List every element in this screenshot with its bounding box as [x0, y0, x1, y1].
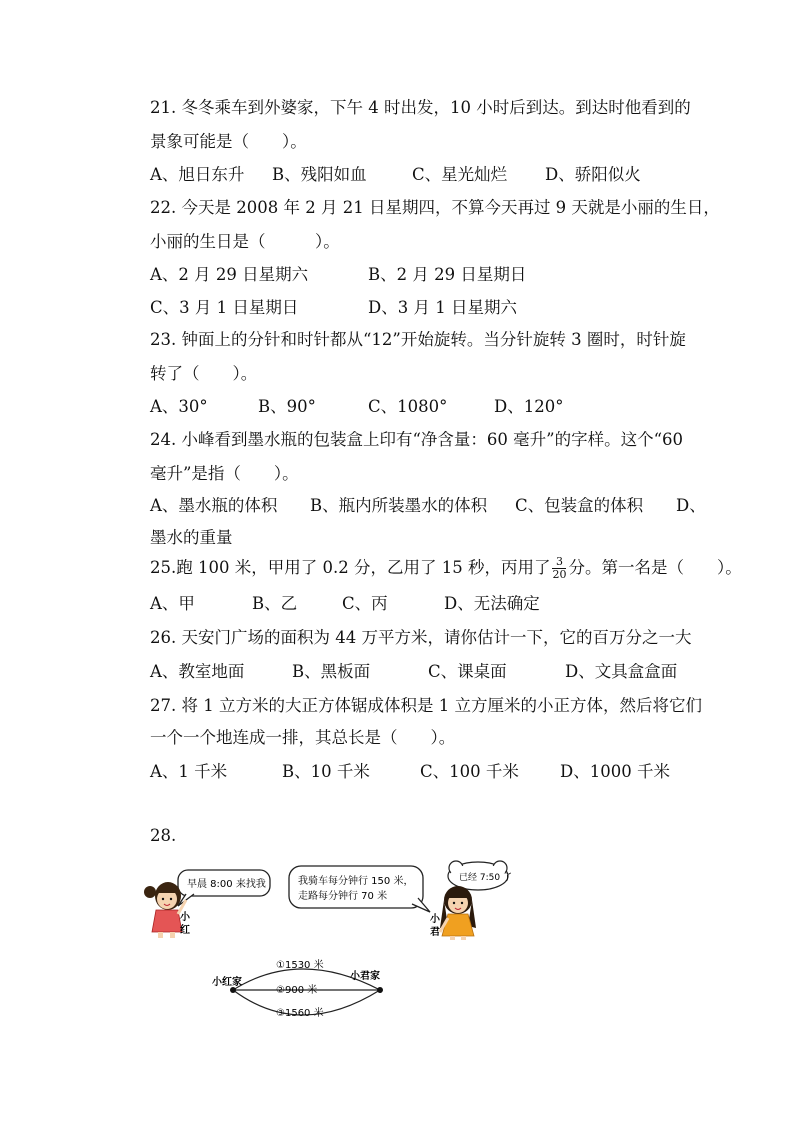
thought-text: 已经 7:50 了: [459, 873, 512, 883]
route-map: [212, 958, 383, 1019]
q26-option-b: B、黑板面: [292, 662, 371, 681]
q27-line1: 27. 将 1 立方米的大正方体锯成体积是 1 立方厘米的小正方体，然后将它们: [150, 696, 702, 715]
q23-option-a: A、30°: [150, 397, 208, 416]
name-hong-1: 小: [180, 912, 190, 923]
q28-number: 28.: [150, 826, 177, 845]
name-jun-1: 小: [430, 914, 440, 925]
route-3-label: ③1560 米: [276, 1008, 324, 1019]
q27-option-a: A、1 千米: [150, 762, 228, 781]
name-jun-2: 君: [430, 927, 440, 938]
q22-option-b: B、2 月 29 日星期日: [368, 265, 527, 284]
q21-line2: 景象可能是（ ）。: [150, 132, 307, 151]
bubble-jun-line1: 我骑车每分钟行 150 米，: [298, 876, 414, 887]
girl-jun-illustration: [440, 886, 476, 940]
q21-option-d: D、骄阳似火: [545, 165, 641, 184]
q25-option-c: C、丙: [342, 594, 388, 613]
q25-option-d: D、无法确定: [444, 594, 540, 613]
home-jun-dot: [377, 987, 383, 993]
q24-option-b: B、瓶内所装墨水的体积: [310, 496, 488, 515]
q24-option-d-cont: 墨水的重量: [150, 528, 233, 547]
q21-option-a: A、旭日东升: [150, 165, 245, 184]
q23-option-b: B、90°: [258, 397, 316, 416]
q22-option-a: A、2 月 29 日星期六: [150, 265, 309, 284]
q24-option-a: A、墨水瓶的体积: [150, 496, 278, 515]
q27-option-c: C、100 千米: [420, 762, 519, 781]
q26-option-d: D、文具盒盒面: [565, 662, 678, 681]
q23-option-d: D、120°: [494, 397, 564, 416]
q25-text-before: 25.跑 100 米，甲用了 0.2 分，乙用了 15 秒，丙用了: [150, 558, 551, 577]
route-2-label: ②900 米: [276, 985, 318, 996]
q24-option-d: D、: [676, 496, 706, 515]
q27-option-b: B、10 千米: [282, 762, 370, 781]
q22-line1: 22. 今天是 2008 年 2 月 21 日星期四，不算今天再过 9 天就是小丽的生日，: [150, 198, 720, 217]
q24-option-c: C、包装盒的体积: [515, 496, 644, 515]
q23-line1: 23. 钟面上的分针和时针都从“12”开始旋转。当分针旋转 3 圈时，时针旋: [150, 330, 686, 349]
q22-option-d: D、3 月 1 日星期六: [368, 298, 517, 317]
q25-text-after: 分。第一名是（ ）。: [568, 558, 742, 577]
q25-frac-den: 20: [552, 568, 567, 581]
home-jun-label: 小君家: [350, 971, 380, 982]
q22-option-c: C、3 月 1 日星期日: [150, 298, 299, 317]
speech-bubble-hong: [178, 870, 270, 906]
q26-line1: 26. 天安门广场的面积为 44 万平方米，请你估计一下，它的百万分之一大: [150, 628, 692, 647]
q25-option-a: A、甲: [150, 594, 195, 613]
name-hong-2: 红: [180, 925, 190, 936]
speech-bubble-jun: [289, 866, 430, 912]
bubble-jun-line2: 走路每分钟行 70 米: [298, 891, 388, 902]
q26-option-c: C、课桌面: [428, 662, 507, 681]
q24-line2: 毫升”是指（ ）。: [150, 464, 299, 483]
q26-option-a: A、教室地面: [150, 662, 245, 681]
q21-option-c: C、星光灿烂: [412, 165, 508, 184]
bubble-hong-text: 早晨 8:00 来找我: [187, 879, 266, 890]
home-hong-label: 小红家: [212, 977, 242, 988]
q25-frac-num: 3: [552, 556, 566, 569]
route-1-label: ①1530 米: [276, 960, 324, 971]
q23-line2: 转了（ ）。: [150, 364, 258, 383]
q21-option-b: B、残阳如血: [272, 165, 367, 184]
q27-line2: 一个一个地连成一排，其总长是（ ）。: [150, 728, 456, 747]
q23-option-c: C、1080°: [368, 397, 448, 416]
q25-option-b: B、乙: [252, 594, 298, 613]
q21-line1: 21. 冬冬乘车到外婆家，下午 4 时出发，10 小时后到达。到达时他看到的: [150, 98, 691, 117]
q27-option-d: D、1000 千米: [560, 762, 670, 781]
q22-line2: 小丽的生日是（ ）。: [150, 232, 340, 251]
q24-line1: 24. 小峰看到墨水瓶的包装盒上印有“净含量：60 毫升”的字样。这个“60: [150, 430, 684, 449]
